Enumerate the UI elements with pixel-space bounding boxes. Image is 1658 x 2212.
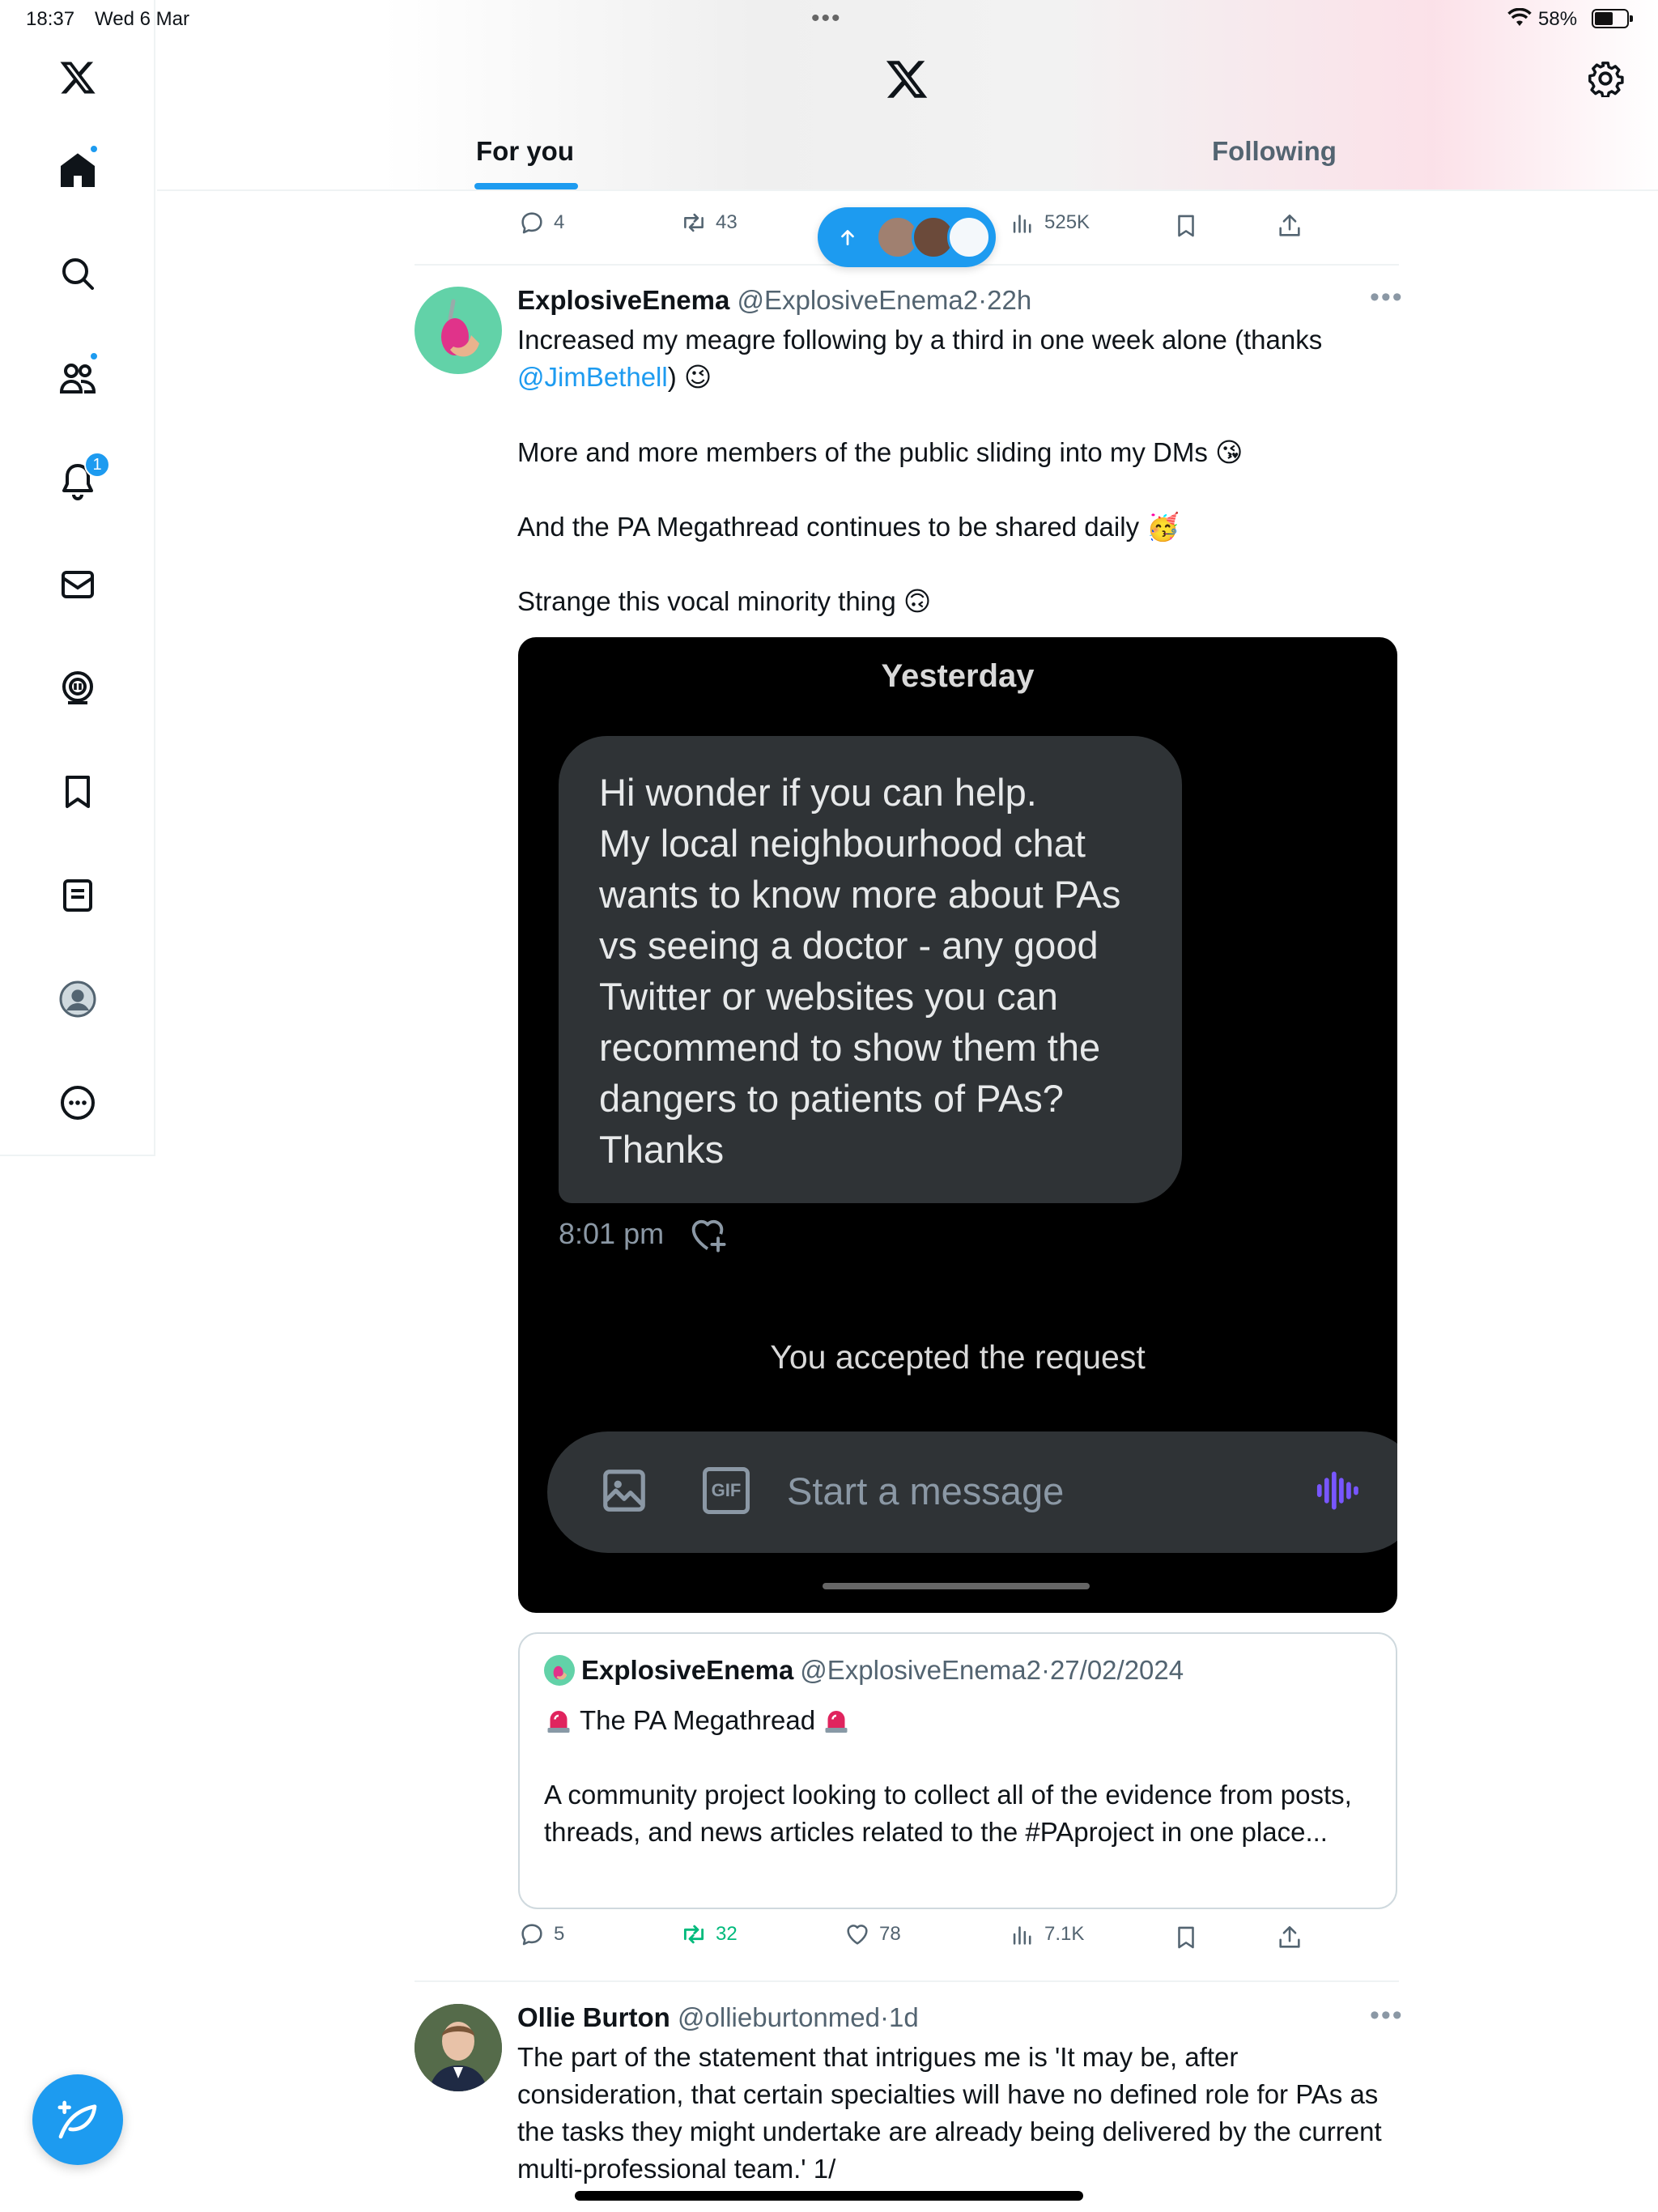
- voice-waveform-icon: [1313, 1465, 1363, 1516]
- gif-icon: GIF: [703, 1467, 750, 1514]
- status-bar: [0, 0, 1658, 39]
- reply-button[interactable]: [518, 209, 564, 236]
- avatar[interactable]: [414, 2004, 502, 2091]
- post-paragraph: And the PA Megathread continues to be shared daily 🥳: [517, 512, 1180, 542]
- post-time[interactable]: 1d: [888, 2002, 919, 2032]
- author-handle[interactable]: @ollieburtonmed: [678, 2002, 880, 2032]
- new-posts-pill[interactable]: [818, 207, 996, 267]
- repost-icon: [680, 209, 708, 236]
- notifications-badge: 1: [84, 452, 110, 478]
- bell-icon[interactable]: [42, 445, 113, 517]
- post-paragraph: More and more members of the public sliding into my DMs 😘: [517, 437, 1244, 467]
- share-icon[interactable]: [1276, 212, 1303, 240]
- home-unread-dot: [89, 144, 99, 154]
- multitasking-dots-icon[interactable]: •••: [811, 5, 842, 32]
- battery-icon: [1592, 9, 1629, 28]
- quoted-post[interactable]: ExplosiveEnema @ExplosiveEnema2 · 27/02/2024 The PA Megathread A community project looking to collect all of the evidence from posts, threads, and news articles related to the #PAproject in one place...: [518, 1632, 1397, 1909]
- avatar[interactable]: [414, 287, 502, 374]
- sidebar-nav: [0, 0, 155, 1156]
- views-count: 7.1K: [1044, 1923, 1085, 1945]
- repost-icon: [680, 1921, 708, 1948]
- heart-icon: [844, 1921, 871, 1948]
- emoji: 🙃: [903, 586, 932, 616]
- battery-percent: 58%: [1538, 8, 1578, 30]
- post-text-line1: Increased my meagre following by a third in one week alone (thanks: [517, 325, 1323, 355]
- repost-count: 43: [716, 211, 738, 233]
- reply-button[interactable]: [518, 1921, 564, 1948]
- dm-composer: [547, 1431, 1397, 1553]
- reply-count: 5: [554, 1923, 565, 1945]
- emoji: 🥳: [1146, 512, 1180, 542]
- more-options-icon[interactable]: [42, 1067, 113, 1138]
- bookmark-icon[interactable]: [1172, 1924, 1200, 1951]
- quoted-post-title: The PA Megathread: [544, 1705, 851, 1736]
- x-logo-icon: [884, 57, 929, 102]
- repost-button[interactable]: [680, 209, 738, 236]
- image-icon: [599, 1465, 649, 1516]
- tab-following[interactable]: Following: [1212, 136, 1337, 166]
- wifi-icon: [1507, 8, 1532, 28]
- author-handle[interactable]: @ExplosiveEnema2: [737, 285, 979, 315]
- reply-count: 4: [554, 211, 565, 233]
- compose-feather-icon: [55, 2097, 100, 2142]
- post-time[interactable]: 22h: [987, 285, 1032, 315]
- gear-icon[interactable]: [1587, 60, 1624, 97]
- views-button[interactable]: [1009, 1921, 1084, 1948]
- repost-button[interactable]: [680, 1921, 738, 1948]
- emoji: 😘: [1215, 437, 1244, 467]
- views-count: 525K: [1044, 211, 1090, 233]
- reply-icon: [518, 209, 546, 236]
- views-icon: [1009, 209, 1036, 236]
- views-icon: [1009, 1921, 1036, 1948]
- x-logo-icon[interactable]: [42, 42, 113, 113]
- quoted-author-name: ExplosiveEnema: [581, 1655, 794, 1685]
- compose-post-button[interactable]: [32, 2074, 123, 2165]
- home-icon[interactable]: [42, 134, 113, 206]
- quoted-post-date: 27/02/2024: [1049, 1655, 1184, 1685]
- status-time: 18:37: [26, 8, 75, 30]
- quoted-post-body: A community project looking to collect all of the evidence from posts, threads, and news articles related to the #PAproject in one place...: [544, 1780, 1352, 1847]
- siren-emoji-icon: [544, 1706, 573, 1735]
- communities-icon[interactable]: [42, 342, 113, 413]
- post-paragraph: Strange this vocal minority thing 🙃: [517, 586, 932, 616]
- dm-accepted-text: You accepted the request: [770, 1338, 1146, 1376]
- lists-icon[interactable]: [42, 860, 113, 931]
- post-more-icon[interactable]: •••: [1370, 2000, 1404, 2031]
- like-button[interactable]: [844, 1921, 901, 1948]
- dm-home-bar: [823, 1583, 1090, 1589]
- quoted-author-handle: @ExplosiveEnema2: [800, 1655, 1041, 1685]
- bookmark-icon[interactable]: [1172, 212, 1200, 240]
- dm-message-placeholder: Start a message: [787, 1470, 1065, 1512]
- post-body: The part of the statement that intrigues me is 'It may be, after consideration, that certain specialties will have no defined role for PAs as the tasks they might undertake are already being delivered by the current multi-professional team.' 1/: [517, 2042, 1382, 2184]
- dm-message-bubble: Hi wonder if you can help. My local neighbourhood chat wants to know more about PAs vs seeing a doctor - any good Twitter or websites you can recommend to show them the dangers to patients of PAs? Thanks: [559, 736, 1182, 1203]
- post-image-dm-screenshot[interactable]: [518, 637, 1397, 1613]
- bookmark-icon[interactable]: [42, 756, 113, 827]
- tab-for-you[interactable]: For you: [476, 136, 574, 166]
- views-button[interactable]: [1009, 209, 1090, 236]
- repost-count: 32: [716, 1923, 738, 1945]
- divider: [414, 1980, 1399, 1982]
- post-body: Increased my meagre following by a third in one week alone (thanks @JimBethell) 😉: [517, 325, 1323, 392]
- emoji: 😉: [683, 362, 712, 392]
- home-indicator: [575, 2191, 1083, 2201]
- siren-emoji-icon: [822, 1706, 851, 1735]
- avatar: [947, 215, 991, 259]
- profile-avatar-icon[interactable]: [42, 963, 113, 1035]
- reply-icon: [518, 1921, 546, 1948]
- active-tab-indicator: [474, 183, 578, 189]
- dm-day-label: Yesterday: [881, 658, 1035, 694]
- dm-message-time: 8:01 pm: [559, 1217, 665, 1250]
- author-name[interactable]: ExplosiveEnema: [517, 285, 730, 315]
- status-date: Wed 6 Mar: [95, 8, 189, 30]
- mail-icon[interactable]: [42, 549, 113, 620]
- post-more-icon[interactable]: •••: [1370, 282, 1404, 313]
- arrow-up-icon: [837, 227, 858, 248]
- like-count: 78: [879, 1923, 901, 1945]
- author-name[interactable]: Ollie Burton: [517, 2002, 670, 2032]
- share-icon[interactable]: [1276, 1924, 1303, 1951]
- communities-unread-dot: [89, 351, 99, 361]
- avatar[interactable]: [544, 1655, 575, 1686]
- search-icon[interactable]: [42, 238, 113, 309]
- spaces-icon[interactable]: [42, 653, 113, 724]
- mention-link[interactable]: @JimBethell: [517, 362, 668, 392]
- heart-plus-icon: [687, 1214, 729, 1256]
